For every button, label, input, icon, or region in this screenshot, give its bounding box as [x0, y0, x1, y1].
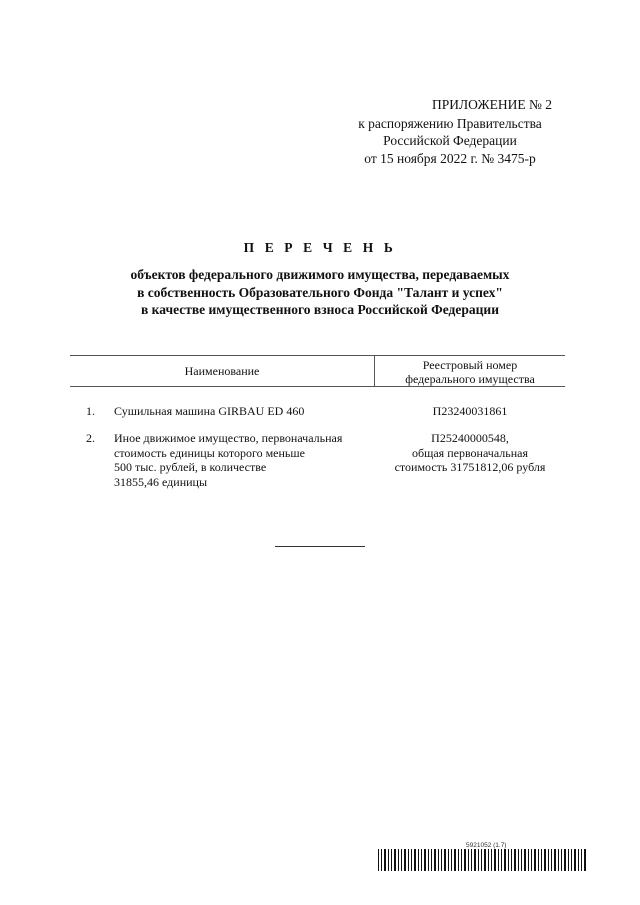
row-registry-line: П23240031861 — [432, 404, 508, 418]
row-name — [114, 404, 384, 419]
row-registry — [375, 431, 565, 475]
column-header-registry-line: федерального имущества — [405, 372, 535, 386]
barcode-icon — [377, 849, 587, 871]
appendix-line: от 15 ноября 2022 г. № 3475-р — [364, 150, 536, 166]
document-code: 5921052 (1.7) — [466, 842, 507, 849]
row-name-line: стоимость единицы которого меньше — [114, 445, 305, 460]
appendix-line: Российской Федерации — [383, 133, 517, 148]
row-registry-line: П25240000548, — [431, 431, 509, 445]
document-heading: П Е Р Е Ч Е Н Ь — [243, 240, 397, 255]
column-header-registry-line: Реестровый номер — [422, 358, 518, 372]
row-name-line: Сушильная машина GIRBAU ED 460 — [114, 404, 305, 418]
row-name — [114, 431, 384, 489]
subheading-line: в качестве имущественного взноса Российской Федерации — [141, 302, 499, 317]
subheading-line: объектов федерального движимого имущества, передаваемых — [130, 267, 510, 282]
row-registry-line: общая первоначальная — [412, 445, 528, 460]
row-name-line: 500 тыс. рублей, в количестве — [114, 460, 267, 474]
appendix-block — [300, 96, 600, 167]
row-registry — [375, 404, 565, 419]
end-divider — [275, 546, 365, 547]
row-number: 2. — [86, 431, 95, 445]
subheading-line: в собственность Образовательного Фонда "Талант и успех" — [137, 284, 503, 300]
document-subheading — [0, 266, 640, 319]
row-number: 1. — [86, 404, 95, 418]
row-name-line: Иное движимое имущество, первоначальная — [114, 431, 343, 445]
appendix-title: ПРИЛОЖЕНИЕ № 2 — [431, 97, 552, 112]
row-name-line: 31855,46 единицы — [114, 474, 208, 489]
appendix-line: к распоряжению Правительства — [358, 115, 542, 131]
row-registry-line: стоимость 31751812,06 рубля — [394, 460, 546, 474]
column-header-registry — [375, 358, 565, 386]
column-header-name: Наименование — [70, 356, 375, 386]
table-header — [70, 355, 565, 387]
